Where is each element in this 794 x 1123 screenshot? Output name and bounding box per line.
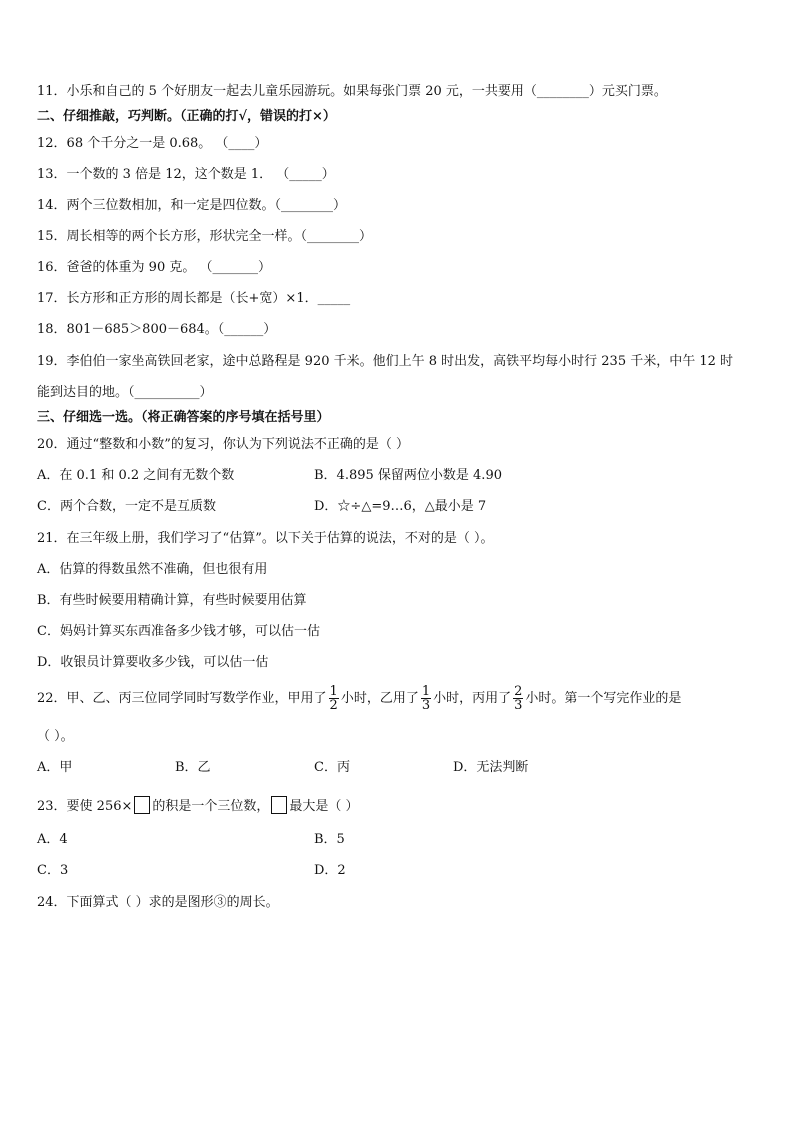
- question-24: 24．下面算式（ ）求的是图形③的周长。: [37, 895, 279, 910]
- question-19-line-1: 19．李伯伯一家坐高铁回老家，途中总路程是 920 千米。他们上午 8 时出发，高铁平均每小时行 235 千米，中午 12 时: [37, 354, 734, 369]
- q22-text-2: 小时，乙用了: [340, 691, 419, 706]
- q20-option-a: A．在 0.1 和 0.2 之间有无数个数: [37, 468, 235, 483]
- question-19-line-2: 能到达目的地。（__________）: [37, 385, 213, 400]
- section-2-heading: 二、仔细推敲，巧判断。（正确的打√，错误的打×）: [37, 109, 336, 124]
- q22-text-3: 小时，丙用了: [433, 691, 512, 706]
- question-17: 17．长方形和正方形的周长都是（长+宽）×1．_____: [37, 291, 351, 306]
- fraction-one-third: $\frac{1}{3}$: [421, 684, 431, 713]
- question-16: 16．爸爸的体重为 90 克。 （_______）: [37, 260, 271, 275]
- blank-box: [134, 796, 150, 814]
- question-20: 20．通过“整数和小数”的复习，你认为下列说法不正确的是（ ）: [37, 437, 409, 452]
- q20-option-c: C．两个合数，一定不是互质数: [37, 499, 216, 514]
- fraction-one-half: $\frac{1}{2}$: [329, 684, 338, 713]
- q21-option-d: D．收银员计算要收多少钱，可以估一估: [37, 655, 269, 670]
- blank-box: [271, 796, 287, 814]
- fraction-two-thirds: $\frac{2}{3}$: [514, 684, 523, 713]
- question-13: 13．一个数的 3 倍是 12，这个数是 1． （_____）: [37, 167, 335, 182]
- q23-text-2: 的积是一个三位数，: [152, 799, 270, 814]
- q23-option-b: B．5: [314, 832, 345, 847]
- q20-option-b: B．4.895 保留两位小数是 4.90: [314, 468, 502, 483]
- section-3-heading: 三、仔细选一选。（将正确答案的序号填在括号里）: [37, 410, 330, 425]
- q23-option-a: A．4: [37, 832, 68, 847]
- q22-option-d: D．无法判断: [453, 760, 529, 775]
- q22-option-a: A．甲: [37, 760, 73, 775]
- q22-option-b: B．乙: [175, 760, 211, 775]
- q21-option-a: A．估算的得数虽然不准确，但也很有用: [37, 562, 268, 577]
- question-22-line-2: （ ）。: [37, 729, 74, 744]
- q23-text-1: 23．要使 256×: [37, 799, 133, 814]
- question-21: 21．在三年级上册，我们学习了“估算”。以下关于估算的说法，不对的是（ ）。: [37, 531, 494, 546]
- question-11: 11．小乐和自己的 5 个好朋友一起去儿童乐园游玩。如果每张门票 20 元，一共要用（________）元买门票。: [37, 84, 667, 99]
- question-18: 18．801－685＞800－684。（______）: [37, 322, 277, 337]
- q23-option-d: D．2: [314, 863, 346, 878]
- q22-text-1: 22．甲、乙、丙三位同学同时写数学作业，甲用了: [37, 691, 327, 706]
- q23-option-c: C．3: [37, 863, 69, 878]
- q23-text-3: 最大是（ ）: [289, 799, 359, 814]
- q21-option-c: C．妈妈计算买东西准备多少钱才够，可以估一估: [37, 624, 320, 639]
- q21-option-b: B．有些时候要用精确计算，有些时候要用估算: [37, 593, 307, 608]
- question-12: 12．68 个千分之一是 0.68。 （____）: [37, 136, 268, 151]
- q22-option-c: C．丙: [314, 760, 350, 775]
- question-15: 15．周长相等的两个长方形，形状完全一样。（________）: [37, 229, 373, 244]
- q20-option-d: D．☆÷△=9…6，△最小是 7: [314, 499, 487, 514]
- question-23: [37, 796, 359, 815]
- question-22: [37, 683, 681, 715]
- q22-text-4: 小时。第一个写完作业的是: [525, 691, 682, 706]
- question-14: 14．两个三位数相加，和一定是四位数。（________）: [37, 198, 347, 213]
